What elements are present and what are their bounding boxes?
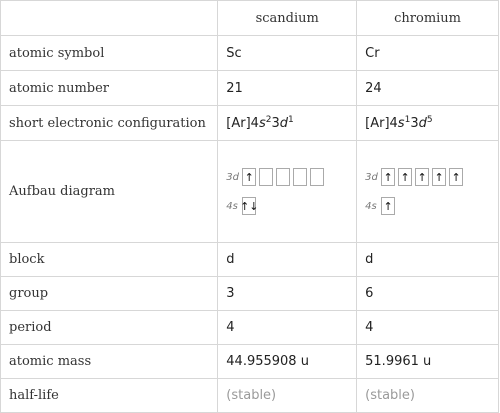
config-d-sup: 5 <box>426 114 433 125</box>
table-row <box>1 243 499 277</box>
config-core: [Ar]4 <box>365 115 398 131</box>
config-d: d <box>418 115 427 131</box>
orbital-box: ↑ <box>381 168 395 186</box>
orbital-label-3d: 3d <box>226 171 239 183</box>
orbital-4s-row <box>226 194 348 218</box>
table-row <box>1 277 499 311</box>
config-scandium <box>218 106 357 141</box>
config-core: [Ar]4 <box>226 115 259 131</box>
config-d: d <box>279 115 288 131</box>
header-chromium: chromium <box>357 1 499 36</box>
orbital-box <box>259 168 273 186</box>
header-scandium: scandium <box>218 1 357 36</box>
table-row <box>1 71 499 106</box>
orbital-label-4s: 4s <box>365 200 377 212</box>
table-row <box>1 379 499 413</box>
header-row <box>1 1 499 36</box>
orbital-box: ↑ <box>381 197 395 215</box>
cell-value: 6 <box>357 277 499 311</box>
orbital-box <box>276 168 290 186</box>
orbital-box <box>310 168 324 186</box>
cell-value: (stable) <box>357 379 499 413</box>
row-label: Aufbau diagram <box>1 141 218 243</box>
cell-value: 3 <box>218 277 357 311</box>
cell-value: Cr <box>357 36 499 71</box>
cell-value: 21 <box>218 71 357 106</box>
row-label: half-life <box>1 379 218 413</box>
cell-value: 4 <box>218 311 357 345</box>
table-row <box>1 36 499 71</box>
table-row <box>1 106 499 141</box>
orbital-box: ↑ <box>242 168 256 186</box>
orbital-box: ↑ <box>449 168 463 186</box>
aufbau-scandium <box>218 141 357 243</box>
table-row <box>1 311 499 345</box>
orbital-box: ↑ <box>432 168 446 186</box>
config-d-sup: 1 <box>288 114 294 125</box>
orbital-3d-row <box>226 165 348 189</box>
orbital-label-3d: 3d <box>365 171 378 183</box>
config-chromium <box>357 106 499 141</box>
row-label: block <box>1 243 218 277</box>
orbital-box: ↑↓ <box>242 197 256 215</box>
row-label: group <box>1 277 218 311</box>
config-s-sup: 2 <box>265 114 272 125</box>
cell-value: 24 <box>357 71 499 106</box>
header-empty-cell <box>1 1 218 36</box>
row-label: atomic symbol <box>1 36 218 71</box>
cell-value: 4 <box>357 311 499 345</box>
config-d-pre: 3 <box>410 115 419 131</box>
orbital-3d-row <box>365 165 490 189</box>
orbital-label-4s: 4s <box>226 200 238 212</box>
row-label: period <box>1 311 218 345</box>
orbital-box: ↑ <box>398 168 412 186</box>
table-row <box>1 345 499 379</box>
config-s-sup: 1 <box>404 114 411 125</box>
row-label: atomic number <box>1 71 218 106</box>
table-row <box>1 141 499 243</box>
cell-value: (stable) <box>218 379 357 413</box>
cell-value: Sc <box>218 36 357 71</box>
cell-value: d <box>218 243 357 277</box>
orbital-box <box>293 168 307 186</box>
orbital-box: ↑ <box>415 168 429 186</box>
aufbau-chromium <box>357 141 499 243</box>
config-d-pre: 3 <box>271 115 280 131</box>
row-label: atomic mass <box>1 345 218 379</box>
config-s: s <box>397 115 405 131</box>
cell-value: d <box>357 243 499 277</box>
cell-value: 44.955908 u <box>218 345 357 379</box>
cell-value: 51.9961 u <box>357 345 499 379</box>
row-label: short electronic configuration <box>1 106 218 141</box>
orbital-4s-row <box>365 194 490 218</box>
config-s: s <box>258 115 266 131</box>
